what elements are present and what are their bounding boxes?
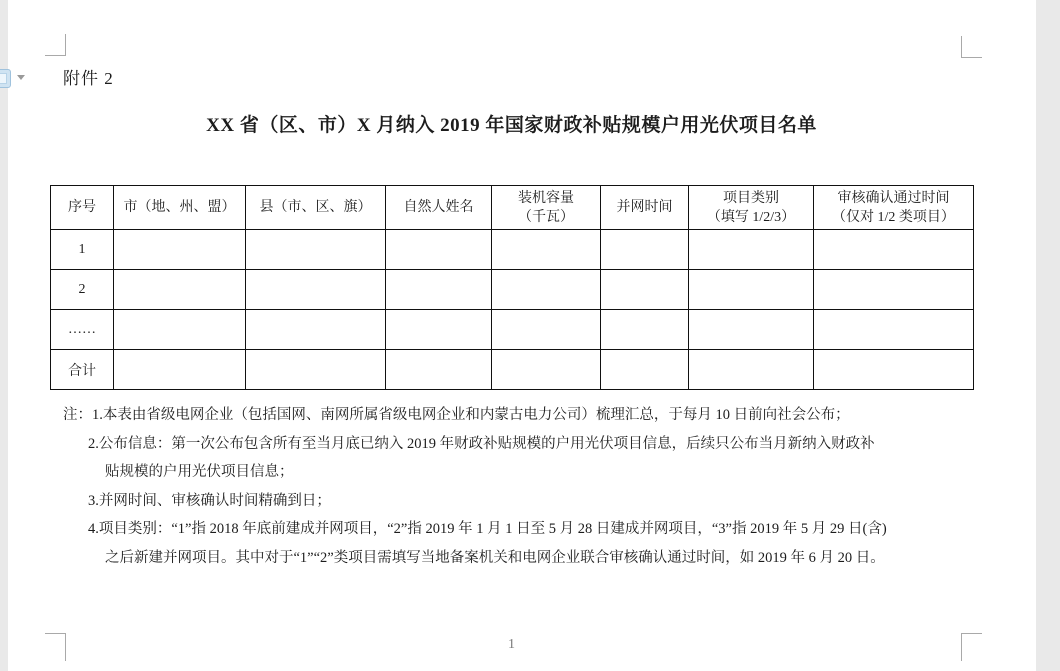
- header-cell-person-name: [386, 186, 492, 230]
- empty-cell[interactable]: [601, 310, 689, 350]
- document-page: [8, 0, 1036, 671]
- empty-cell[interactable]: [814, 310, 974, 350]
- header-cell-capacity: [492, 186, 601, 230]
- header-text: 序号: [68, 200, 96, 215]
- empty-cell[interactable]: [814, 270, 974, 310]
- clipboard-paste-icon: [0, 69, 11, 88]
- empty-cell[interactable]: [689, 270, 814, 310]
- header-text: 并网时间: [616, 200, 673, 215]
- header-cell-city: [114, 186, 246, 230]
- header-cell-project-type: [689, 186, 814, 230]
- empty-cell[interactable]: [114, 350, 246, 390]
- document-title: XX 省（区、市）X 月纳入 2019 年国家财政补贴规模户用光伏项目名单: [206, 115, 817, 136]
- row-label-cell: 合计: [51, 350, 114, 390]
- table-row: [51, 270, 974, 310]
- header-text: （仅对 1/2 类项目）: [832, 209, 955, 225]
- empty-cell[interactable]: [246, 270, 386, 310]
- page-number: 1: [508, 637, 515, 652]
- table-row: [51, 310, 974, 350]
- row-label-cell: 2: [51, 270, 114, 310]
- empty-cell[interactable]: [246, 310, 386, 350]
- table-row-total: [51, 350, 974, 390]
- text-boundary-corner-top-left: [45, 34, 66, 56]
- project-list-table: [50, 185, 974, 390]
- text-boundary-corner-top-right: [961, 36, 982, 58]
- notes-section: [63, 401, 983, 572]
- header-text: （填写 1/2/3）: [706, 209, 796, 225]
- empty-cell[interactable]: [689, 310, 814, 350]
- empty-cell[interactable]: [601, 270, 689, 310]
- empty-cell[interactable]: [492, 350, 601, 390]
- table-row: [51, 230, 974, 270]
- header-text: （千瓦）: [518, 209, 574, 225]
- note-line-1: 注：1.本表由省级电网企业（包括国网、南网所属省级电网企业和内蒙古电力公司）梳理汇总，于每月 10 日前向社会公布；: [63, 407, 850, 423]
- chevron-down-icon: [17, 75, 25, 80]
- header-text: 项目类别: [723, 190, 779, 206]
- empty-cell[interactable]: [814, 230, 974, 270]
- empty-cell[interactable]: [492, 270, 601, 310]
- empty-cell[interactable]: [601, 230, 689, 270]
- empty-cell[interactable]: [246, 350, 386, 390]
- paste-options-button[interactable]: [0, 68, 32, 90]
- empty-cell[interactable]: [114, 310, 246, 350]
- header-text: 审核确认通过时间: [837, 190, 950, 206]
- empty-cell[interactable]: [386, 230, 492, 270]
- header-text: 县（市、区、旗）: [259, 200, 372, 215]
- empty-cell[interactable]: [386, 310, 492, 350]
- empty-cell[interactable]: [386, 270, 492, 310]
- empty-cell[interactable]: [814, 350, 974, 390]
- header-text: 自然人姓名: [403, 200, 474, 215]
- note-line-2: 2.公布信息：第一次公布包含所有至当月底已纳入 2019 年财政补贴规模的户用光伏项目信息，后续只公布当月新纳入财政补: [88, 435, 875, 452]
- header-cell-index: [51, 186, 114, 230]
- empty-cell[interactable]: [386, 350, 492, 390]
- header-text: 装机容量: [518, 190, 574, 206]
- table-header-row: [51, 186, 974, 230]
- empty-cell[interactable]: [689, 350, 814, 390]
- row-label-cell: 1: [51, 230, 114, 270]
- header-cell-review-time: [814, 186, 974, 230]
- note-line-2-cont: 贴规模的户用光伏项目信息；: [105, 464, 294, 480]
- empty-cell[interactable]: [689, 230, 814, 270]
- attachment-label: 附件 2: [63, 69, 114, 88]
- note-line-3: 3.并网时间、审核确认时间精确到日；: [88, 492, 331, 509]
- empty-cell[interactable]: [492, 230, 601, 270]
- empty-cell[interactable]: [601, 350, 689, 390]
- header-cell-county: [246, 186, 386, 230]
- header-cell-grid-time: [601, 186, 689, 230]
- empty-cell[interactable]: [114, 230, 246, 270]
- header-text: 市（地、州、盟）: [123, 200, 236, 215]
- note-line-4: 4.项目类别：“1”指 2018 年底前建成并网项目，“2”指 2019 年 1 月 1 日至 5 月 28 日建成并网项目，“3”指 2019 年 5 月 29 日(含): [88, 521, 887, 537]
- row-label-cell: ……: [51, 310, 114, 350]
- empty-cell[interactable]: [492, 310, 601, 350]
- empty-cell[interactable]: [114, 270, 246, 310]
- empty-cell[interactable]: [246, 230, 386, 270]
- note-line-4-cont: 之后新建并网项目。其中对于“1”“2”类项目需填写当地备案机关和电网企业联合审核确认通过时间，如 2019 年 6 月 20 日。: [105, 549, 885, 566]
